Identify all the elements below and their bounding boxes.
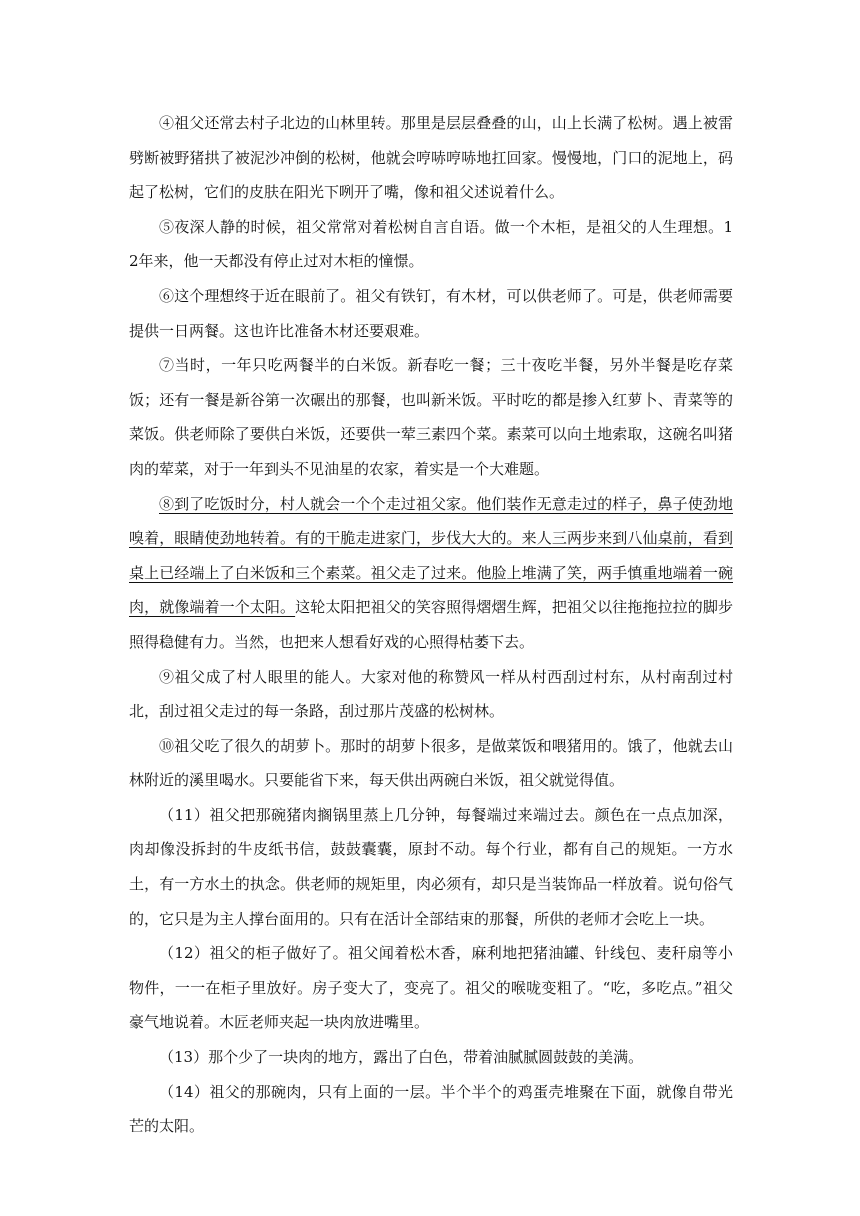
paragraph-9: ⑨祖父成了村人眼里的能人。大家对他的称赞风一样从村西刮过村东，从村南刮过村北，刮过祖父走过的每一条路，刮过那片茂盛的松树林。 <box>129 667 733 721</box>
paragraph-8 <box>129 487 733 660</box>
paragraph-5: ⑤夜深人静的时候，祖父常常对着松树自言自语。做一个木柜，是祖父的人生理想。12年来，他一天都没有停止过对木柜的憧憬。 <box>129 217 733 271</box>
paragraph-12: （12）祖父的柜子做好了。祖父闻着松木香，麻利地把猪油罐、针线包、麦秆扇等小物件，一一在柜子里放好。房子变大了，变亮了。祖父的喉咙变粗了。“吃，多吃点。”祖父豪气地说着。木匠老师夹起一块肉放进嘴里。 <box>129 944 733 1032</box>
paragraph-11: （11）祖父把那碗猪肉搁锅里蒸上几分钟，每餐端过来端过去。颜色在一点点加深，肉却像没拆封的牛皮纸书信，鼓鼓囊囊，原封不动。每个行业，都有自己的规矩。一方水土，有一方水土的执念。供老师的规矩里，肉必须有，却只是当装饰品一样放着。说句俗气的，它只是为主人撑台面用的。只有在活计全部结束的那餐，所供的老师才会吃上一块。 <box>129 805 733 928</box>
paragraph-10: ⑩祖父吃了很久的胡萝卜。那时的胡萝卜很多，是做菜饭和喂猪用的。饿了，他就去山林附近的溪里喝水。只要能省下来，每天供出两碗白米饭，祖父就觉得值。 <box>129 736 733 790</box>
paragraph-4: ④祖父还常去村子北边的山林里转。那里是层层叠叠的山，山上长满了松树。遇上被雷劈断被野猪拱了被泥沙冲倒的松树，他就会哼哧哼哧地扛回家。慢慢地，门口的泥地上，码起了松树，它们的皮肤在阳光下咧开了嘴，像和祖父述说着什么。 <box>129 114 733 202</box>
paragraph-8-rest: 这轮太阳把祖父的笑容照得熠熠生辉，把祖父以往拖拖拉拉的脚步照得稳健有力。当然，也把来人想看好戏的心照得枯萎下去。 <box>129 598 733 651</box>
article-body <box>129 106 733 1144</box>
paragraph-13: （13）那个少了一块肉的地方，露出了白色，带着油腻腻圆鼓鼓的美满。 <box>159 1048 644 1067</box>
paragraph-14: （14）祖父的那碗肉，只有上面的一层。半个半个的鸡蛋壳堆聚在下面，就像自带光芒的太阳。 <box>129 1082 733 1136</box>
paragraph-7: ⑦当时，一年只吃两餐半的白米饭。新春吃一餐；三十夜吃半餐，另外半餐是吃存菜饭；还有一餐是新谷第一次碾出的那餐，也叫新米饭。平时吃的都是掺入红萝卜、青菜等的菜饭。供老师除了要供白米饭，还要供一荤三素四个菜。素菜可以向土地索取，这碗名叫猪肉的荤菜，对于一年到头不见油星的农家，着实是一个大难题。 <box>129 356 733 478</box>
paragraph-6: ⑥这个理想终于近在眼前了。祖父有铁钉，有木材，可以供老师了。可是，供老师需要提供一日两餐。这也许比准备木材还要艰难。 <box>129 286 733 340</box>
underlined-passage: ⑧到了吃饭时分，村人就会一个个走过祖父家。他们装作无意走过的样子，鼻子使劲地嗅着，眼睛使劲地转着。有的干脆走进家门，步伐大大的。来人三两步来到八仙桌前，看到桌上已经端上了白米饭和三个素菜。祖父走了过来。他脸上堆满了笑，两手慎重地端着一碗肉，就像端着一个太阳。 <box>129 494 733 617</box>
